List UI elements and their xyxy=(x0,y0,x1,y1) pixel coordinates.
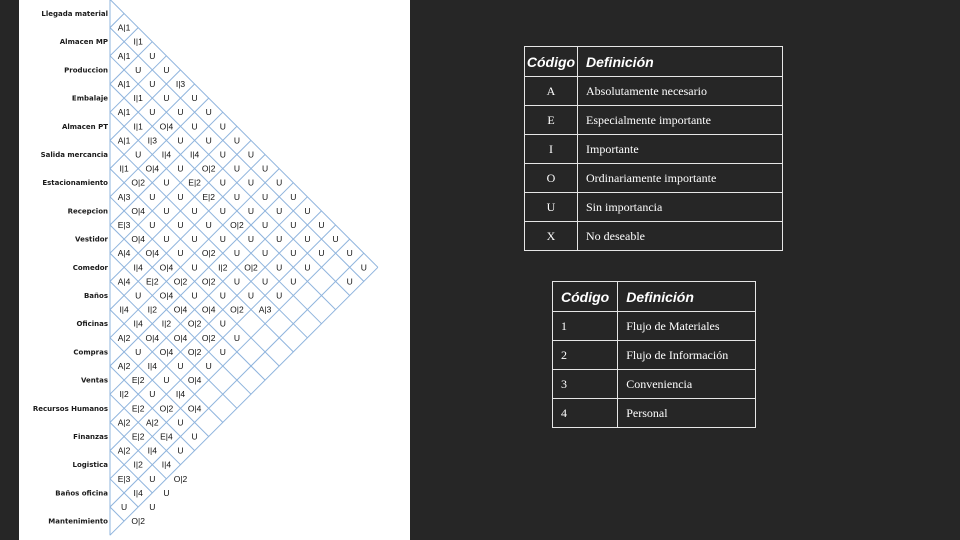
relationship-cell: U xyxy=(318,248,325,259)
relationship-cell: U xyxy=(247,205,255,216)
department-label: Comedor xyxy=(72,263,108,272)
relationship-cell: U xyxy=(233,276,240,287)
relationship-cell: O|4 xyxy=(159,121,174,132)
relationship-cell: E|3 xyxy=(117,220,131,230)
code-cell: U xyxy=(525,193,578,222)
relationship-cell: I|2 xyxy=(147,304,157,315)
department-label: Produccion xyxy=(64,66,108,75)
relationship-cell: U xyxy=(191,121,198,132)
relationship-cell: U xyxy=(219,121,226,132)
department-label: Embalaje xyxy=(71,94,108,103)
relationship-cell: E|2 xyxy=(188,177,201,188)
definition-cell: Sin importancia xyxy=(578,193,783,222)
relationship-cell: E|2 xyxy=(131,403,145,414)
relationship-cell: U xyxy=(290,276,297,287)
relationship-cell: O|2 xyxy=(201,248,216,259)
code-cell: E xyxy=(525,106,578,135)
relationship-cell: U xyxy=(332,234,339,245)
relationship-cell: O|4 xyxy=(145,332,160,343)
relationship-cell: U xyxy=(247,149,255,160)
department-label: Salida mercancia xyxy=(40,151,108,159)
relationship-cell: U xyxy=(191,431,198,442)
relationship-cell: O|4 xyxy=(131,234,145,245)
relationship-cell: U xyxy=(276,290,283,301)
relationship-cell: O|4 xyxy=(173,332,188,343)
table-row xyxy=(525,106,783,135)
relationship-cell: I|4 xyxy=(133,487,143,498)
relationship-cell: U xyxy=(304,205,311,216)
relationship-cell: U xyxy=(163,177,170,188)
definition-cell: Flujo de Materiales xyxy=(618,312,756,341)
relationship-cell: U xyxy=(149,220,156,230)
relationship-cell: U xyxy=(191,234,198,245)
relationship-cell: U xyxy=(219,205,226,216)
department-label: Recepcion xyxy=(67,207,108,216)
relationship-cell: I|1 xyxy=(133,36,143,47)
relationship-cell: O|4 xyxy=(145,163,160,174)
relationship-cell: U xyxy=(276,205,283,216)
relationship-cell: U xyxy=(149,50,156,61)
table-row xyxy=(525,222,783,251)
reasons-table xyxy=(552,281,756,428)
relationship-cell: U xyxy=(233,191,240,202)
department-label: Llegada material xyxy=(41,10,108,18)
relationship-cell: A|1 xyxy=(117,79,131,89)
relationship-cell: U xyxy=(149,107,156,118)
relationship-cell: O|4 xyxy=(131,205,145,216)
department-label: Compras xyxy=(73,348,108,357)
relationship-cell: O|2 xyxy=(201,163,216,174)
table-row xyxy=(553,312,756,341)
definition-header: Definición xyxy=(618,282,756,312)
code-cell: 3 xyxy=(553,370,618,399)
relationship-cell: U xyxy=(177,445,184,456)
relationship-cell: U xyxy=(149,502,156,512)
department-label: Recursos Humanos xyxy=(32,404,108,413)
code-cell: X xyxy=(525,222,578,251)
relationship-cell: A|3 xyxy=(258,304,272,315)
relationship-cell: U xyxy=(262,220,269,230)
relationship-cell: U xyxy=(262,248,269,259)
relationship-cell: I|4 xyxy=(147,445,157,456)
relationship-cell: U xyxy=(191,205,198,216)
relationship-cell: U xyxy=(205,135,212,146)
relationship-cell: U xyxy=(233,248,240,259)
relationship-cell: U xyxy=(177,361,184,371)
relationship-cell: U xyxy=(163,234,170,245)
closeness-codes-table xyxy=(524,46,783,251)
relationship-cell: I|4 xyxy=(189,149,200,160)
department-label: Almacen PT xyxy=(61,122,108,131)
relationship-cell: O|2 xyxy=(201,332,216,343)
code-cell: 1 xyxy=(553,312,618,341)
relationship-cell: O|4 xyxy=(159,346,174,357)
relationship-chart-svg xyxy=(19,0,410,540)
relationship-cell: A|2 xyxy=(145,417,159,428)
relationship-cell: U xyxy=(205,220,212,230)
relationship-cell: A|2 xyxy=(117,332,131,343)
relationship-cell: I|4 xyxy=(119,304,129,315)
relationship-cell: U xyxy=(205,361,212,371)
relationship-cell: A|4 xyxy=(117,248,131,259)
relationship-cell: O|2 xyxy=(201,276,216,287)
department-label: Mantenimiento xyxy=(48,517,108,526)
relationship-cell: O|2 xyxy=(230,220,244,230)
relationship-cell: I|2 xyxy=(119,389,129,400)
relationship-cell: U xyxy=(262,191,269,202)
code-header: Código xyxy=(525,47,578,77)
relationship-cell: U xyxy=(276,262,283,273)
relationship-cell: U xyxy=(177,220,184,230)
relationship-cell: U xyxy=(346,276,353,287)
department-label: Logistica xyxy=(72,461,108,470)
relationship-cell: O|4 xyxy=(145,248,160,259)
relationship-cell: U xyxy=(262,276,269,287)
department-label: Baños xyxy=(83,292,108,300)
relationship-cell: O|4 xyxy=(187,375,202,386)
relationship-cell: I|2 xyxy=(218,262,228,273)
department-label: Vestidor xyxy=(75,235,108,244)
definition-cell: No deseable xyxy=(578,222,783,251)
definition-cell: Conveniencia xyxy=(618,370,756,399)
relationship-cell: U xyxy=(149,389,156,400)
relationship-cell: O|4 xyxy=(187,403,202,414)
relationship-cell: U xyxy=(135,64,142,75)
code-cell: A xyxy=(525,77,578,106)
department-label: Almacen MP xyxy=(59,38,108,47)
relationship-cell: A|1 xyxy=(117,22,131,33)
relationship-cell: U xyxy=(276,177,283,188)
relationship-cell: I|3 xyxy=(175,79,186,89)
relationship-chart xyxy=(19,0,410,540)
department-label: Ventas xyxy=(80,376,108,385)
relationship-cell: I|4 xyxy=(161,149,172,160)
table-row xyxy=(553,370,756,399)
relationship-cell: O|2 xyxy=(131,177,145,188)
relationship-cell: U xyxy=(247,290,255,301)
relationship-cell: A|3 xyxy=(117,191,131,202)
relationship-cell: U xyxy=(177,135,184,146)
relationship-cell: E|2 xyxy=(202,191,216,202)
department-label: Baños oficina xyxy=(55,489,108,498)
relationship-cell: O|4 xyxy=(201,304,216,315)
relationship-cell: U xyxy=(247,177,255,188)
table-row xyxy=(525,164,783,193)
relationship-cell: O|4 xyxy=(159,262,174,273)
relationship-cell: U xyxy=(233,135,240,146)
relationship-cell: U xyxy=(149,79,156,89)
relationship-cell: O|2 xyxy=(159,403,174,414)
relationship-cell: U xyxy=(177,417,184,428)
relationship-cell: E|4 xyxy=(160,431,173,442)
definition-cell: Flujo de Información xyxy=(618,341,756,370)
relationship-cell: U xyxy=(191,290,198,301)
definition-cell: Absolutamente necesario xyxy=(578,77,783,106)
relationship-cell: I|4 xyxy=(147,361,157,371)
relationship-cell: U xyxy=(318,220,325,230)
relationship-cell: U xyxy=(290,220,297,230)
relationship-cell: I|4 xyxy=(133,318,143,329)
relationship-cell: O|2 xyxy=(173,473,188,484)
definition-cell: Importante xyxy=(578,135,783,164)
relationship-cell: U xyxy=(233,163,240,174)
code-header: Código xyxy=(553,282,618,312)
relationship-cell: O|2 xyxy=(230,304,244,315)
relationship-cell: O|2 xyxy=(187,318,202,329)
relationship-cell: O|2 xyxy=(187,346,202,357)
relationship-cell: I|4 xyxy=(161,459,172,470)
code-cell: I xyxy=(525,135,578,164)
relationship-cell: U xyxy=(247,234,255,245)
relationship-cell: A|2 xyxy=(117,445,131,456)
relationship-cell: U xyxy=(163,64,170,75)
relationship-cell: O|4 xyxy=(173,304,188,315)
relationship-cell: U xyxy=(219,234,226,245)
relationship-cell: U xyxy=(219,346,226,357)
definition-cell: Ordinariamente importante xyxy=(578,164,783,193)
relationship-cell: U xyxy=(346,248,353,259)
relationship-cell: E|2 xyxy=(131,375,145,386)
relationship-cell: U xyxy=(290,248,297,259)
relationship-cell: O|2 xyxy=(131,516,145,527)
definition-cell: Especialmente importante xyxy=(578,106,783,135)
relationship-cell: I|1 xyxy=(133,121,143,132)
relationship-cell: U xyxy=(304,234,311,245)
relationship-cell: U xyxy=(121,502,128,512)
relationship-cell: O|4 xyxy=(159,290,174,301)
relationship-cell: U xyxy=(135,290,142,301)
relationship-cell: A|1 xyxy=(117,135,131,146)
table-row xyxy=(525,193,783,222)
relationship-cell: U xyxy=(219,149,226,160)
table-row xyxy=(525,77,783,106)
table-header-row xyxy=(553,282,756,312)
relationship-cell: U xyxy=(149,191,156,202)
relationship-cell: U xyxy=(177,163,184,174)
grid-line xyxy=(110,112,325,324)
relationship-cell: U xyxy=(163,487,170,498)
relationship-cell: U xyxy=(163,375,170,386)
relationship-cell: I|3 xyxy=(147,135,157,146)
table-row xyxy=(553,399,756,428)
relationship-cell: U xyxy=(219,318,226,329)
code-cell: 2 xyxy=(553,341,618,370)
relationship-cell: I|1 xyxy=(119,163,129,174)
relationship-cell: U xyxy=(163,93,170,104)
relationship-cell: U xyxy=(276,234,283,245)
department-label: Oficinas xyxy=(76,320,108,329)
relationship-cell: A|1 xyxy=(117,50,131,61)
code-cell: 4 xyxy=(553,399,618,428)
grid-line xyxy=(110,281,237,408)
table-row xyxy=(525,135,783,164)
relationship-cell: O|2 xyxy=(244,262,258,273)
relationship-cell: E|2 xyxy=(131,431,145,442)
relationship-cell: U xyxy=(219,290,226,301)
relationship-cell: I|1 xyxy=(133,93,143,104)
relationship-cell: U xyxy=(177,191,184,202)
relationship-cell: A|4 xyxy=(117,276,131,287)
relationship-cell: U xyxy=(360,262,367,273)
code-cell: O xyxy=(525,164,578,193)
relationship-cell: U xyxy=(149,473,156,484)
relationship-cell: U xyxy=(233,332,240,343)
department-label: Estacionamiento xyxy=(42,179,108,188)
table-header-row xyxy=(525,47,783,77)
definition-header: Definición xyxy=(578,47,783,77)
relationship-cell: U xyxy=(163,205,170,216)
relationship-cell: U xyxy=(135,149,142,160)
relationship-cell: U xyxy=(219,177,226,188)
relationship-cell: A|2 xyxy=(117,417,131,428)
relationship-cell: U xyxy=(262,163,269,174)
table-row xyxy=(553,341,756,370)
definition-cell: Personal xyxy=(618,399,756,428)
department-label: Finanzas xyxy=(73,433,108,441)
relationship-cell: U xyxy=(304,262,311,273)
relationship-cell: I|4 xyxy=(133,262,143,273)
relationship-cell: A|1 xyxy=(117,107,131,118)
relationship-cell: U xyxy=(177,107,184,118)
relationship-cell: I|2 xyxy=(161,318,172,329)
relationship-cell: U xyxy=(191,93,198,104)
relationship-cell: U xyxy=(205,107,212,118)
relationship-cell: A|2 xyxy=(117,361,131,371)
relationship-cell: U xyxy=(290,191,297,202)
relationship-cell: I|2 xyxy=(133,459,143,470)
relationship-cell: E|3 xyxy=(117,473,131,484)
relationship-cell: E|2 xyxy=(145,276,159,287)
relationship-cell: U xyxy=(135,346,142,357)
relationship-cell: O|2 xyxy=(173,276,188,287)
relationship-cell: I|4 xyxy=(175,389,186,400)
relationship-cell: U xyxy=(177,248,184,259)
relationship-cell: U xyxy=(191,262,198,273)
